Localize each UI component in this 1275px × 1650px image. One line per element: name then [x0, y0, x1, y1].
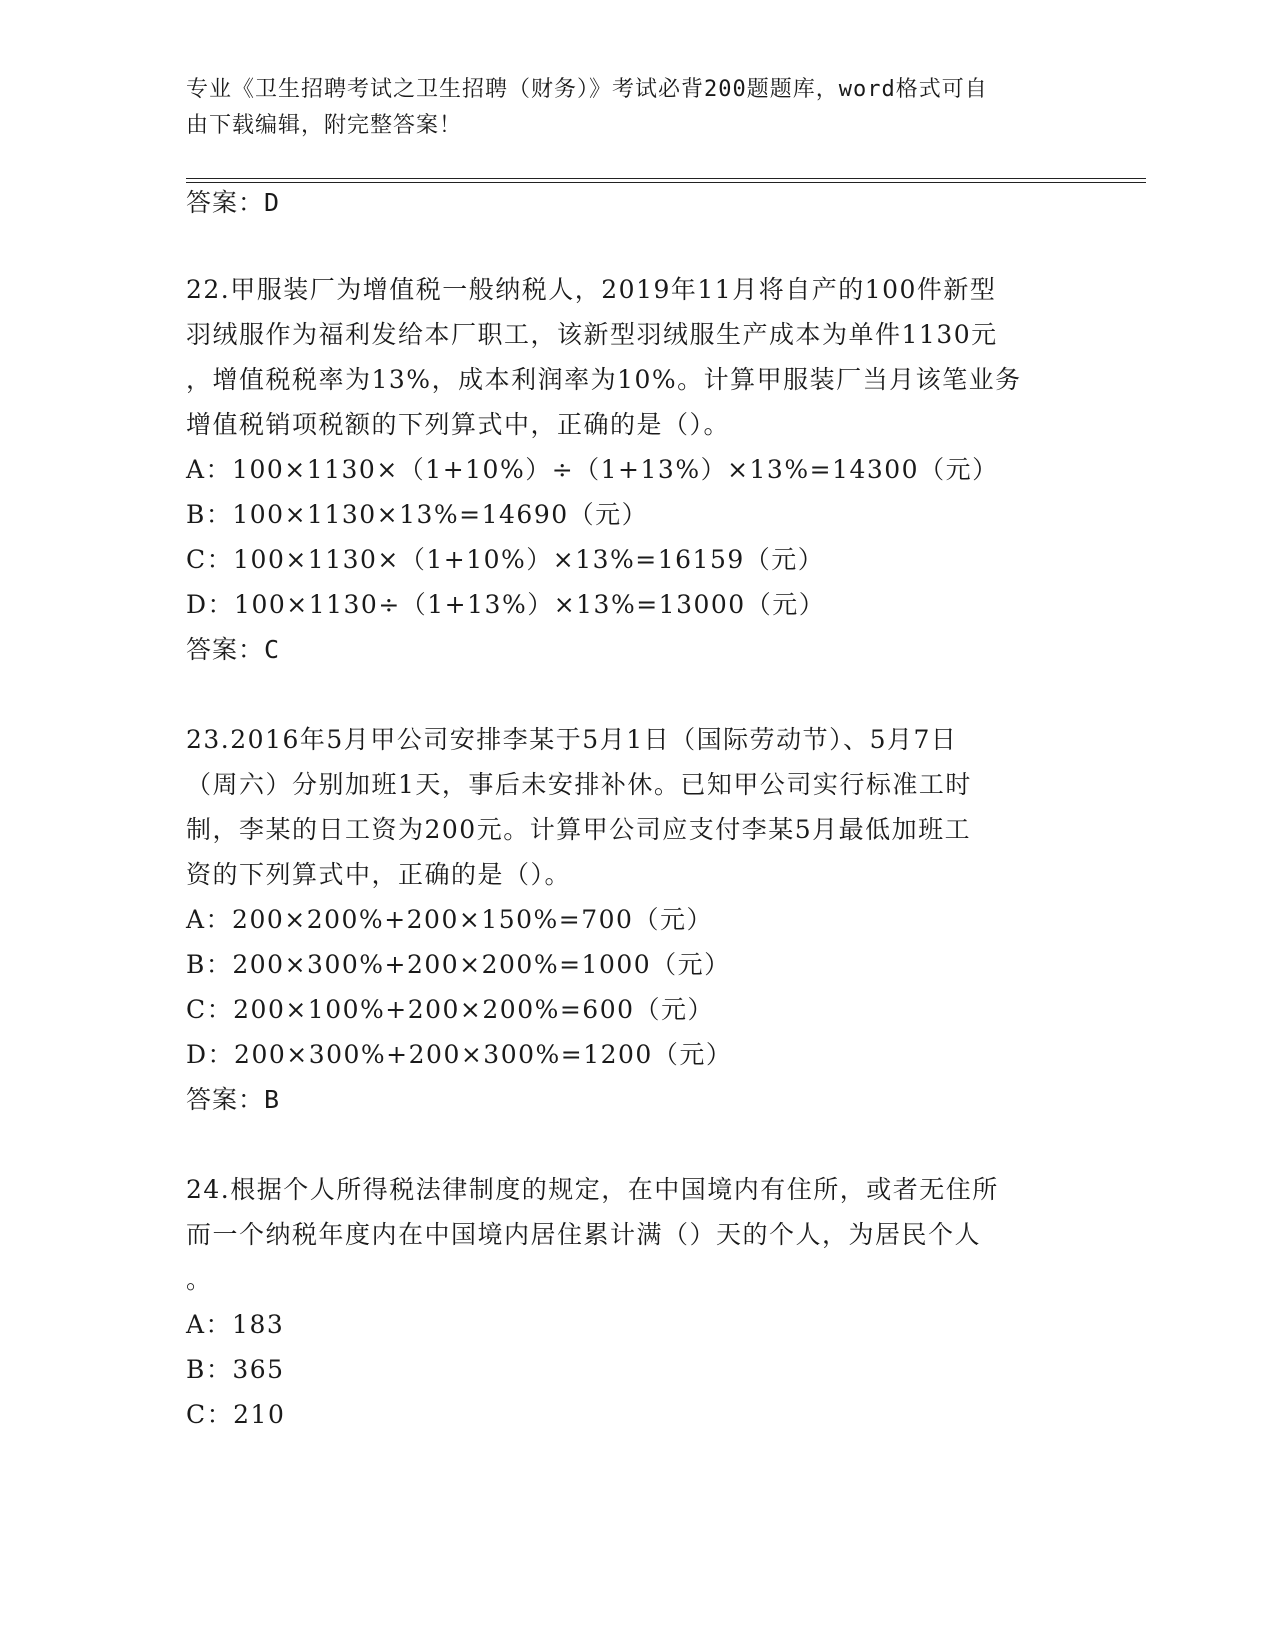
answer-22: 答案：C: [186, 635, 281, 664]
question-23-option-d: D：200×300%+200×300%=1200（元）: [186, 1040, 733, 1069]
question-22-stem-line-4: 增值税销项税额的下列算式中，正确的是（）。: [186, 410, 731, 439]
question-22-option-b: B：100×1130×13%=14690（元）: [186, 500, 649, 529]
question-22-stem-line-3: ，增值税税率为13%，成本利润率为10%。计算甲服装厂当月该笔业务: [186, 365, 1022, 394]
answer-21: 答案：D: [186, 188, 281, 217]
question-24-stem-line-2: 而一个纳税年度内在中国境内居住累计满（）天的个人，为居民个人: [186, 1220, 982, 1249]
header-line-2: 由下载编辑，附完整答案！: [186, 113, 463, 138]
question-22-option-a: A：100×1130×（1+10%）÷（1+13%）×13%=14300（元）: [186, 455, 999, 484]
question-24-stem-line-1: 24.根据个人所得税法律制度的规定，在中国境内有住所，或者无住所: [186, 1175, 999, 1204]
question-22-option-d: D：100×1130÷（1+13%）×13%=13000（元）: [186, 590, 826, 619]
question-23-stem-line-2: （周六）分别加班1天，事后未安排补休。已知甲公司实行标准工时: [186, 770, 972, 799]
question-23-stem-line-3: 制，李某的日工资为200元。计算甲公司应支付李某5月最低加班工: [186, 815, 972, 844]
question-22-option-c: C：100×1130×（1+10%）×13%=16159（元）: [186, 545, 825, 574]
header-divider-top: [186, 178, 1146, 179]
question-24-option-a: A：183: [186, 1310, 285, 1339]
question-23-stem-line-1: 23.2016年5月甲公司安排李某于5月1日（国际劳动节）、5月7日: [186, 725, 958, 754]
page-header: [186, 72, 1086, 144]
question-23-option-c: C：200×100%+200×200%=600（元）: [186, 995, 715, 1024]
question-23-option-b: B：200×300%+200×200%=1000（元）: [186, 950, 731, 979]
question-22-stem-line-1: 22.甲服装厂为增值税一般纳税人，2019年11月将自产的100件新型: [186, 275, 997, 304]
answer-23: 答案：B: [186, 1085, 281, 1114]
question-23-stem-line-4: 资的下列算式中，正确的是（）。: [186, 860, 572, 889]
question-22-stem-line-2: 羽绒服作为福利发给本厂职工，该新型羽绒服生产成本为单件1130元: [186, 320, 998, 349]
question-24-stem-line-3: 。: [186, 1265, 213, 1294]
header-divider-bottom: [186, 182, 1146, 183]
question-24-option-b: B：365: [186, 1355, 285, 1384]
question-23-option-a: A：200×200%+200×150%=700（元）: [186, 905, 713, 934]
question-24-option-c: C：210: [186, 1400, 286, 1429]
header-line-1: 专业《卫生招聘考试之卫生招聘（财务）》考试必背200题题库，word格式可自: [186, 77, 988, 102]
